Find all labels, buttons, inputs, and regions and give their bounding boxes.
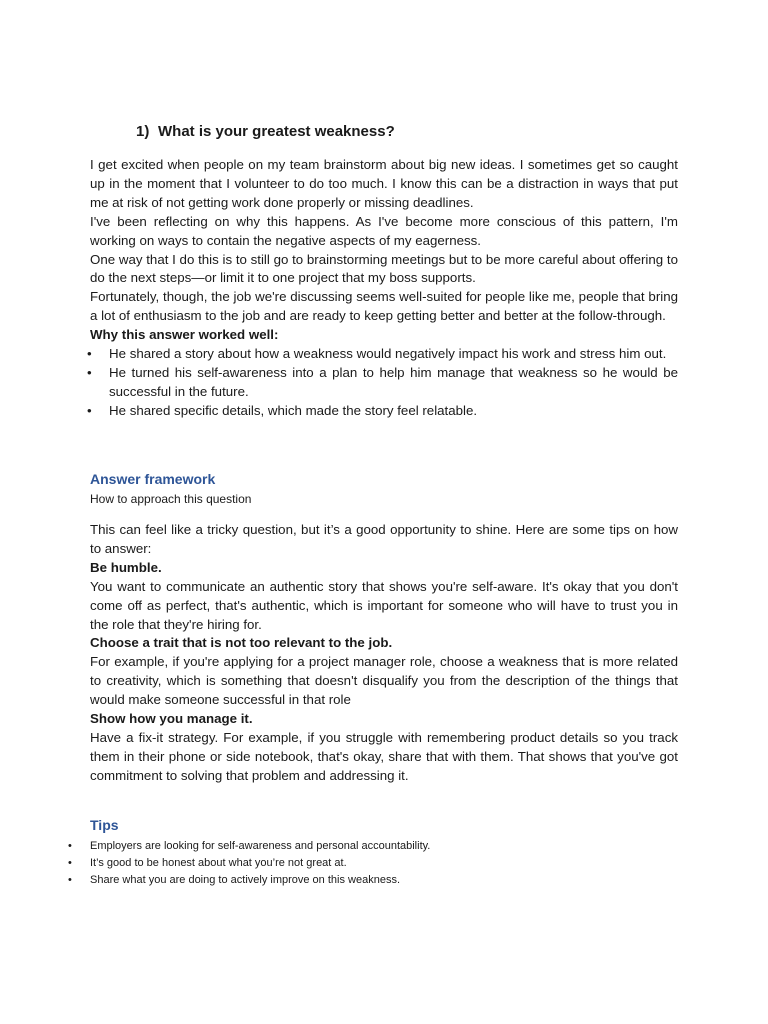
framework-section-text: For example, if you're applying for a project manager role, choose a weakness that is more related to creativity, which is something that doesn't disqualify you from the description of the things that would make someone successful in that role xyxy=(90,654,678,708)
tip-item: • Share what you are doing to actively improve on this weakness. xyxy=(68,872,668,889)
framework-section-title: Show how you manage it. xyxy=(90,711,253,727)
framework-section-text: Have a fix-it strategy. For example, if you struggle with remembering product details so you track them in their phone or side notebook, that's okay, share that with them. That shows that you've got commitment to solving that problem and addressing it. xyxy=(90,729,678,783)
framework-intro: This can feel like a tricky question, but it’s a good opportunity to shine. Here are some tips on how to answer: xyxy=(90,522,678,556)
tip-item: • Employers are looking for self-awareness and personal accountability. xyxy=(68,838,668,855)
why-list xyxy=(90,345,678,421)
tip-item: • It’s good to be honest about what you’re not great at. xyxy=(68,855,668,872)
why-heading: Why this answer worked well: xyxy=(90,327,279,343)
answer-paragraph: I get excited when people on my team brainstorm about big new ideas. I sometimes get so caught up in the moment that I volunteer to do too much. I know this can be a distraction in ways that put me at risk of not getting work done properly or missing deadlines. xyxy=(90,157,678,210)
framework-block xyxy=(90,521,678,786)
framework-subtitle: How to approach this question xyxy=(90,492,252,506)
why-item: • He shared a story about how a weakness would negatively impact his work and stress him out. xyxy=(90,345,678,364)
framework-section-title: Be humble. xyxy=(90,559,162,575)
framework-section-title: Choose a trait that is not too relevant to the job. xyxy=(90,635,393,651)
tips-heading: Tips xyxy=(90,817,119,833)
why-item: • He turned his self-awareness into a plan to help him manage that weakness so he would be successful in the future. xyxy=(90,364,678,402)
framework-section-text: You want to communicate an authentic story that shows you're self-aware. It's okay that you don't come off as perfect, that's authentic, which is important for someone who will have to trust you in the role that they're hiring for. xyxy=(90,578,678,632)
answer-paragraph: One way that I do this is to still go to brainstorming meetings but to be more careful about offering to do the next steps—or limit it to one project that my boss supports. xyxy=(90,251,678,286)
answer-paragraph: I've been reflecting on why this happens. As I've become more conscious of this pattern, I'm working on ways to contain the negative aspects of my eagerness. xyxy=(90,213,678,248)
question-title: What is your greatest weakness? xyxy=(158,123,395,140)
why-item: • He shared specific details, which made the story feel relatable. xyxy=(90,402,678,421)
answer-paragraph: Fortunately, though, the job we're discussing seems well-suited for people like me, people that bring a lot of enthusiasm to the job and are ready to keep getting better and better at the follow-through. xyxy=(90,289,678,324)
question-heading xyxy=(136,123,395,140)
answer-block xyxy=(90,156,678,421)
framework-heading: Answer framework xyxy=(90,471,216,487)
tips-list xyxy=(68,838,668,889)
question-number: 1) xyxy=(136,123,150,140)
